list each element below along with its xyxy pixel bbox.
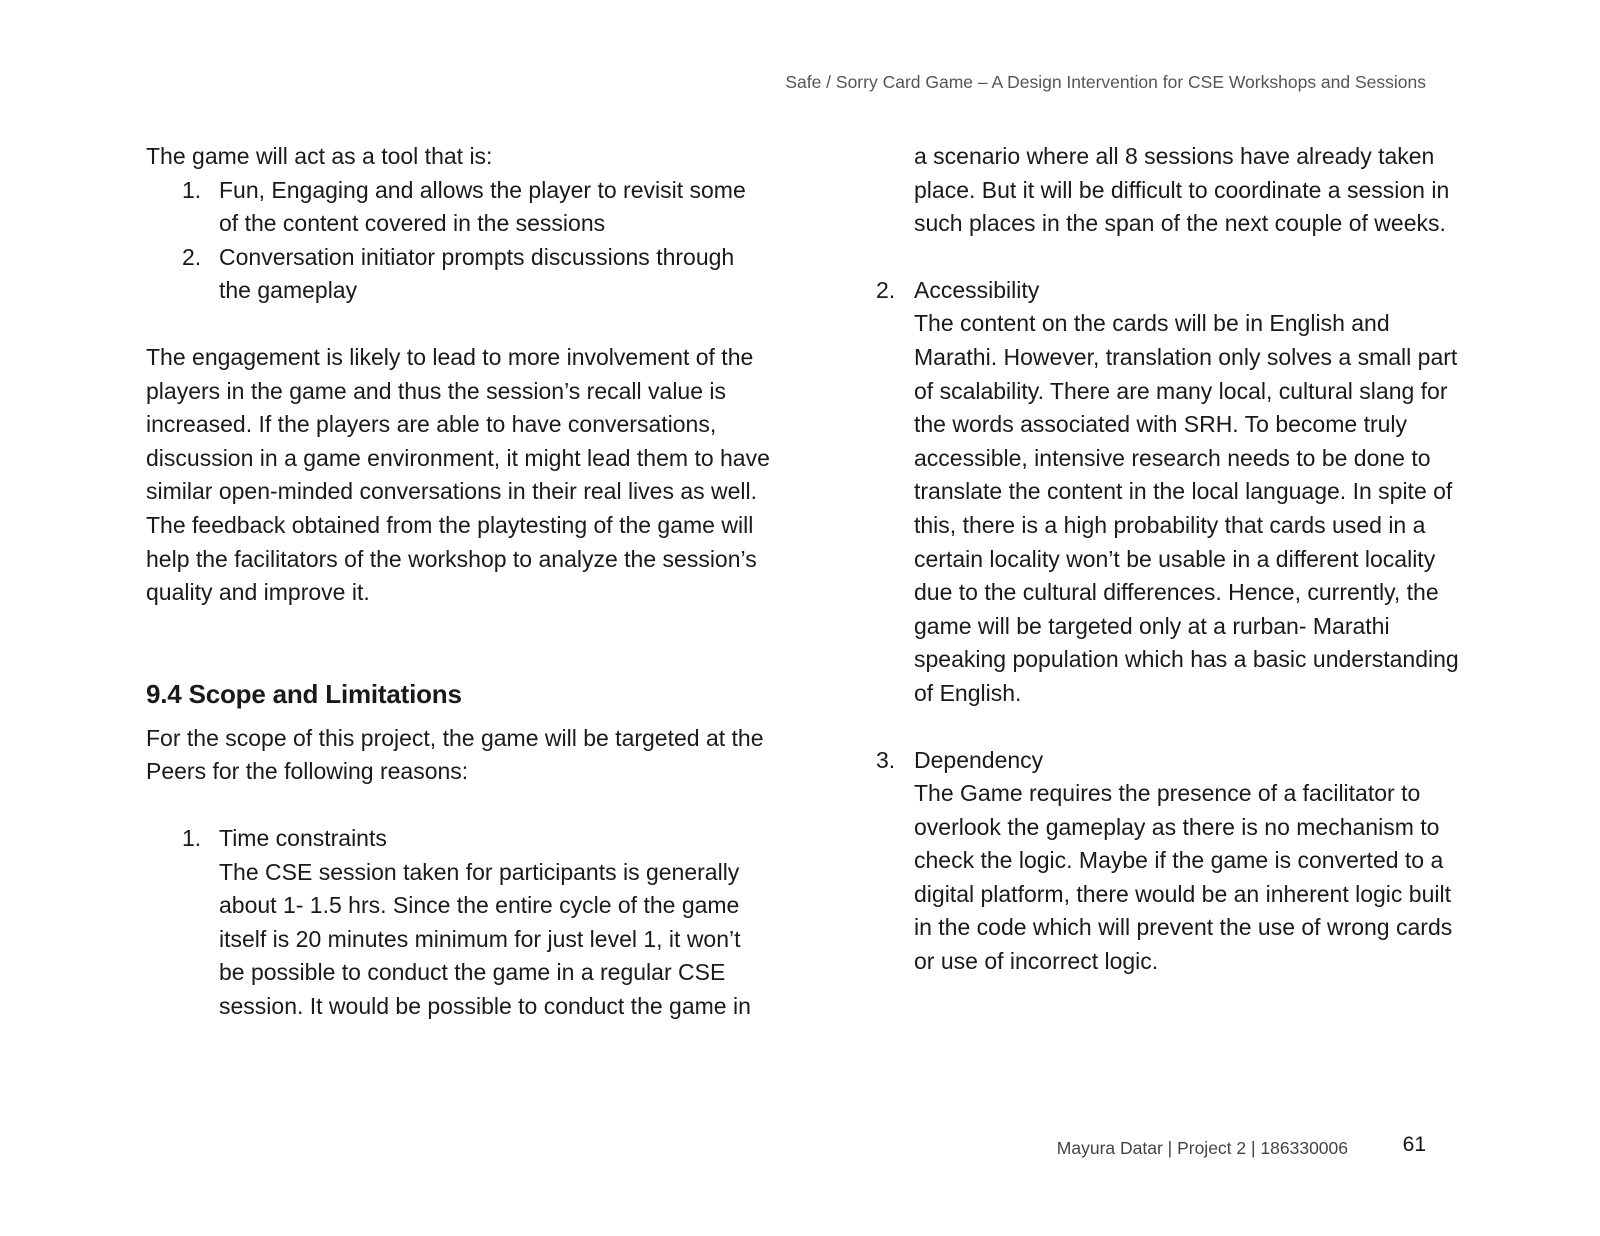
list-item <box>146 174 771 241</box>
reason-title: Dependency <box>914 746 1044 773</box>
spacer <box>860 711 1470 744</box>
reason-body: The content on the cards will be in English and Marathi. However, translation only solves a small part of scalability. There are many local, cultural slang for the words associated with SRH. To become truly accessible, intensive research needs to be done to translate the content in the local language. In spite of this, there is a high probability that cards used in a certain locality won’t be usable in a different locality due to the cultural differences. Hence, currently, the game will be targeted only at a rurban- Marathi speaking population which has a basic understanding of English. <box>914 310 1459 706</box>
reason-continuation: a scenario where all 8 sessions have already taken place. But it will be difficult to coordinate a session in such places in the span of the next couple of weeks. <box>914 143 1450 237</box>
reason-item-time-constraints <box>146 822 771 1024</box>
spacer <box>860 241 1470 274</box>
reason-list-continued <box>860 744 1470 979</box>
list-number: 3. <box>876 746 896 773</box>
spacer <box>146 308 771 341</box>
list-text: Conversation initiator prompts discussions through the gameplay <box>219 243 735 304</box>
paragraph-feedback: The feedback obtained from the playtesting of the game will help the facilitators of the workshop to analyze the session’s quality and improve it. <box>146 511 757 606</box>
list-number: 2. <box>182 243 202 270</box>
section-heading: 9.4 Scope and Limitations <box>146 678 462 709</box>
right-column <box>860 140 1470 979</box>
spacer <box>146 610 771 676</box>
reason-body: The CSE session taken for participants is generally about 1- 1.5 hrs. Since the entire cycle of the game itself is 20 minutes minimum for just level 1, it won’t be possible to conduct the game in a regular CSE session. It would be possible to conduct the game in <box>219 858 751 1019</box>
reason-title: Accessibility <box>914 276 1040 303</box>
reason-list <box>146 822 771 1024</box>
reason-body: The Game requires the presence of a facilitator to overlook the gameplay as there is no mechanism to check the logic. Maybe if the game is converted to a digital platform, there would be an inherent logic built in the code which will prevent the use of wrong cards or use of incorrect logic. <box>914 780 1453 975</box>
reason-item-accessibility <box>860 274 1470 711</box>
tool-intro: The game will act as a tool that is: <box>146 143 493 169</box>
left-column <box>146 140 771 1023</box>
list-number: 1. <box>182 176 202 203</box>
running-header: Safe / Sorry Card Game – A Design Intervention for CSE Workshops and Sessions <box>785 72 1426 92</box>
scope-intro: For the scope of this project, the game will be targeted at the Peers for the following reasons: <box>146 724 764 785</box>
page-number: 61 <box>1402 1133 1426 1156</box>
reason-item-dependency <box>860 744 1470 979</box>
footer-author-line: Mayura Datar | Project 2 | 186330006 <box>1056 1138 1348 1158</box>
reason-title: Time constraints <box>219 824 387 851</box>
list-item <box>146 241 771 308</box>
spacer <box>146 789 771 822</box>
list-number: 1. <box>182 824 202 851</box>
spacer <box>146 712 771 722</box>
list-text: Fun, Engaging and allows the player to revisit some of the content covered in the sessions <box>219 176 746 237</box>
paragraph-engagement: The engagement is likely to lead to more involvement of the players in the game and thus the session’s recall value is increased. If the players are able to have conversations, discussion in a game environment, it might lead them to have similar open-minded conversations in their real lives as well. <box>146 343 770 505</box>
reason-list-continued <box>860 274 1470 711</box>
list-number: 2. <box>876 276 896 303</box>
tool-list <box>146 174 771 308</box>
